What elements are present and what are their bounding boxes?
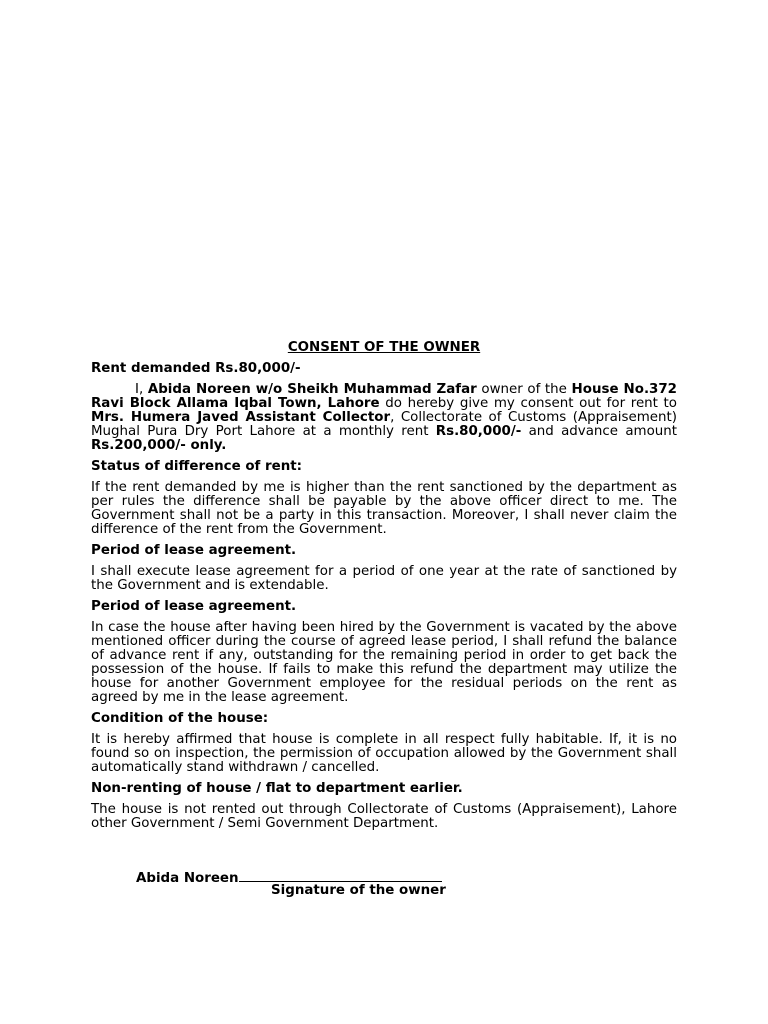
consent-document: [91, 341, 677, 838]
signature-caption: Signature of the owner: [271, 883, 446, 898]
section-body-lease-period: I shall execute lease agreement for a period of one year at the rate of sanctioned by the Government and is extendable.: [91, 564, 677, 593]
section-heading-lease-period: Period of lease agreement.: [91, 543, 297, 558]
section-body-rent-difference: If the rent demanded by me is higher than the rent sanctioned by the department as per rules the difference shall be payable by the above officer direct to me. The Government shall not be a party in this transaction. Moreover, I shall never claim the difference of the rent from the Government.: [91, 480, 677, 537]
rent-demanded-heading: Rent demanded Rs.80,000/-: [91, 361, 301, 376]
section-heading-rent-difference: Status of difference of rent:: [91, 459, 303, 474]
owner-name: Abida Noreen w/o Sheikh Muhammad Zafar: [147, 382, 477, 397]
signature-blank: [239, 869, 442, 882]
consent-text-3: do hereby give my consent out for rent to: [379, 396, 677, 411]
house-address: House No.372 Ravi Block Allama Iqbal Town, Lahore: [91, 382, 677, 411]
consent-text-4: , Collectorate of Customs (Appraisement) Mughal Pura Dry Port Lahore at a monthly rent: [91, 410, 677, 439]
advance-amount: Rs.200,000/- only.: [91, 438, 227, 453]
signatory-name: Abida Noreen: [136, 871, 239, 886]
section-body-house-condition: It is hereby affirmed that house is complete in all respect fully habitable. If, it is no found so on inspection, the permission of occupation allowed by the Government shall automatically stand withdrawn / cancelled.: [91, 732, 677, 775]
section-heading-house-condition: Condition of the house:: [91, 711, 269, 726]
tenant-name: Mrs. Humera Javed Assistant Collector: [91, 410, 391, 425]
monthly-rent: Rs.80,000/-: [435, 424, 522, 439]
section-body-non-renting: The house is not rented out through Collectorate of Customs (Appraisement), Lahore other Government / Semi Government Department.: [91, 802, 677, 831]
consent-text-2: owner of the: [476, 382, 572, 397]
consent-text-1: I,: [135, 382, 148, 397]
document-title: CONSENT OF THE OWNER: [287, 340, 481, 355]
consent-paragraph: [91, 383, 677, 453]
section-heading-lease-refund: Period of lease agreement.: [91, 599, 297, 614]
section-body-lease-refund: In case the house after having been hired by the Government is vacated by the above mentioned officer during the course of agreed lease period, I shall refund the balance of advance rent if any, outstanding for the remaining period in order to get back the possession of the house. If fails to make this refund the department may utilize the house for another Government employee for the residual periods on the rent as agreed by me in the lease agreement.: [91, 620, 677, 705]
consent-text-5: and advance amount: [521, 424, 677, 439]
section-heading-non-renting: Non-renting of house / flat to department earlier.: [91, 781, 463, 796]
